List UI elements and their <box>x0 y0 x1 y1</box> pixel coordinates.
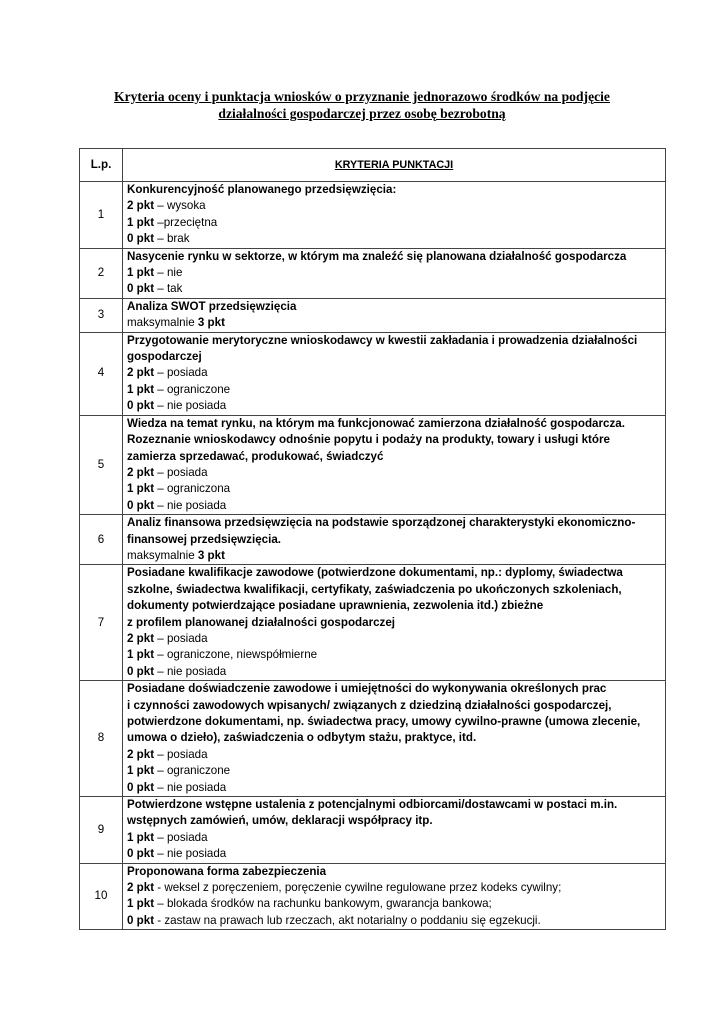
table-row <box>80 332 666 415</box>
criterion-cell <box>123 298 666 332</box>
score-description: – posiada <box>154 830 208 844</box>
score-option <box>127 281 662 297</box>
score-option <box>127 265 662 281</box>
score-points: 1 pkt <box>127 215 155 229</box>
criterion-title-line: Konkurencyjność planowanego przedsięwzięcia: <box>127 183 397 196</box>
score-points: 1 pkt <box>127 648 155 662</box>
criterion-title-line: finansowej przedsięwzięcia. <box>127 532 281 546</box>
score-description: – blokada środków na rachunku bankowym, gwarancja bankowa; <box>154 897 492 911</box>
table-row <box>80 863 666 930</box>
score-points: 2 pkt <box>127 881 155 895</box>
row-number: 9 <box>80 797 123 864</box>
criterion-cell <box>123 863 666 930</box>
score-description: – wysoka <box>154 199 206 213</box>
criterion-title-line: Rozeznanie wnioskodawcy odnośnie popytu i podaży na produkty, towary i usługi które <box>127 433 610 447</box>
page-title-line-1: Kryteria oceny i punktacja wniosków o przyznanie jednorazowo środków na podjęcie <box>114 89 610 104</box>
criterion-title-line: zamierza sprzedawać, produkować, świadczyć <box>127 449 384 463</box>
score-description: – nie posiada <box>154 847 227 861</box>
score-points: 1 pkt <box>127 897 155 911</box>
criterion-title-line: Przygotowanie merytoryczne wnioskodawcy w kwestii zakładania i prowadzenia działalności <box>127 333 638 347</box>
criterion-title-line: szkolne, świadectwa kwalifikacji, certyfikaty, zaświadczenia po ukończonych szkoleniach, <box>127 582 622 596</box>
criterion-cell <box>123 681 666 797</box>
criterion-cell <box>123 182 666 249</box>
criterion-title-line: i czynności zawodowych wpisanych/ związanych z dziedziną działalności gospodarczej, <box>127 698 612 712</box>
score-option <box>127 231 662 247</box>
score-option <box>127 763 662 779</box>
score-option <box>127 647 662 663</box>
score-option <box>127 465 662 481</box>
score-option <box>127 913 662 929</box>
score-description: – ograniczona <box>154 482 231 496</box>
score-description: – posiada <box>154 631 208 645</box>
score-points: 1 pkt <box>127 482 155 496</box>
score-option <box>127 398 662 414</box>
row-number: 7 <box>80 565 123 681</box>
score-option <box>127 365 662 381</box>
table-row <box>80 515 666 565</box>
score-points: 0 pkt <box>127 780 155 794</box>
row-number: 4 <box>80 332 123 415</box>
criterion-cell <box>123 415 666 514</box>
table-row <box>80 681 666 797</box>
criterion-title-line: Proponowana forma zabezpieczenia <box>127 864 327 878</box>
score-description: – brak <box>154 232 190 246</box>
score-description: – posiada <box>154 747 208 761</box>
criterion-cell <box>123 248 666 298</box>
table-row <box>80 298 666 332</box>
criterion-title-line: Wiedza na temat rynku, na którym ma funkcjonować zamierzona działalność gospodarcza. <box>127 416 625 430</box>
score-points: 2 pkt <box>127 199 155 213</box>
score-option <box>127 664 662 680</box>
score-points: 0 pkt <box>127 847 155 861</box>
table-row <box>80 415 666 514</box>
score-option <box>127 215 662 231</box>
table-row <box>80 182 666 249</box>
score-description: – tak <box>154 282 183 296</box>
score-prefix: maksymalnie <box>127 316 198 330</box>
score-points: 2 pkt <box>127 747 155 761</box>
score-points: 1 pkt <box>127 830 155 844</box>
score-description: - weksel z poręczeniem, poręczenie cywilne regulowane przez kodeks cywilny; <box>154 881 562 895</box>
table-row <box>80 797 666 864</box>
score-option <box>127 880 662 896</box>
criterion-title-line: Analiza SWOT przedsięwzięcia <box>127 299 297 313</box>
row-number: 8 <box>80 681 123 797</box>
score-points: 3 pkt <box>197 316 225 330</box>
criterion-title-line: gospodarczej <box>127 350 202 364</box>
score-points: 2 pkt <box>127 631 155 645</box>
row-number: 3 <box>80 298 123 332</box>
row-number: 2 <box>80 248 123 298</box>
score-description: – nie <box>154 266 183 280</box>
criterion-title-line: dokumenty potwierdzające posiadane uprawnienia, zezwolenia itd.) zbieżne <box>127 599 544 613</box>
score-option <box>127 780 662 796</box>
score-points: 0 pkt <box>127 913 155 927</box>
criterion-cell <box>123 332 666 415</box>
score-description: – ograniczone <box>154 764 231 778</box>
score-points: 1 pkt <box>127 382 155 396</box>
page-title <box>60 88 664 122</box>
score-option <box>127 747 662 763</box>
score-prefix: maksymalnie <box>127 548 198 562</box>
score-description: – ograniczone <box>154 382 231 396</box>
row-number: 1 <box>80 182 123 249</box>
score-description: – nie posiada <box>154 780 227 794</box>
score-points: 0 pkt <box>127 399 155 413</box>
page-title-line-2: działalności gospodarczej przez osobę bezrobotną <box>218 106 506 121</box>
score-description: – nie posiada <box>154 498 227 512</box>
score-points: 0 pkt <box>127 498 155 512</box>
criterion-cell <box>123 797 666 864</box>
criteria-body <box>80 182 666 930</box>
criterion-title-line: Nasycenie rynku w sektorze, w którym ma znaleźć się planowana działalność gospodarcza <box>127 249 627 263</box>
score-option <box>127 830 662 846</box>
score-option <box>127 631 662 647</box>
score-points: 0 pkt <box>127 282 155 296</box>
score-description: – posiada <box>154 366 208 380</box>
score-option <box>127 382 662 398</box>
criterion-title-line: Posiadane doświadczenie zawodowe i umiejętności do wykonywania określonych prac <box>127 682 607 696</box>
table-row <box>80 248 666 298</box>
criterion-cell <box>123 565 666 681</box>
table-header-row <box>80 149 666 182</box>
criterion-title-line: Posiadane kwalifikacje zawodowe (potwierdzone dokumentami, np.: dyplomy, świadectwa <box>127 566 623 580</box>
score-points: 0 pkt <box>127 232 155 246</box>
score-option <box>127 315 662 331</box>
score-description: – posiada <box>154 465 208 479</box>
score-points: 3 pkt <box>197 548 225 562</box>
criterion-title-line: z profilem planowanej działalności gospodarczej <box>127 615 395 629</box>
score-points: 2 pkt <box>127 465 155 479</box>
criteria-table <box>79 148 666 930</box>
row-number: 5 <box>80 415 123 514</box>
score-points: 2 pkt <box>127 366 155 380</box>
score-option <box>127 198 662 214</box>
score-points: 1 pkt <box>127 764 155 778</box>
score-option <box>127 548 662 564</box>
score-description: - zastaw na prawach lub rzeczach, akt notarialny o poddaniu się egzekucji. <box>154 913 541 927</box>
score-points: 0 pkt <box>127 664 155 678</box>
criterion-cell <box>123 515 666 565</box>
score-option <box>127 896 662 912</box>
score-description: –przeciętna <box>154 215 218 229</box>
table-row <box>80 565 666 681</box>
score-points: 1 pkt <box>127 266 155 280</box>
header-criteria: KRYTERIA PUNKTACJI <box>123 149 666 182</box>
criterion-title-line: wstępnych zamówień, umów, deklaracji współpracy itp. <box>127 814 433 828</box>
row-number: 10 <box>80 863 123 930</box>
score-option <box>127 481 662 497</box>
score-option <box>127 498 662 514</box>
row-number: 6 <box>80 515 123 565</box>
criterion-title-line: Analiz finansowa przedsięwzięcia na podstawie sporządzonej charakterystyki ekonomiczno- <box>127 516 636 530</box>
criterion-title-line: umowa o dzieło), zaświadczenia o odbytym stażu, praktyce, itd. <box>127 731 477 745</box>
score-description: – nie posiada <box>154 664 227 678</box>
score-description: – nie posiada <box>154 399 227 413</box>
score-description: – ograniczone, niewspółmierne <box>154 648 318 662</box>
criterion-title-line: potwierdzone dokumentami, np. świadectwa pracy, umowy cywilno-prawne (umowa zlecenie, <box>127 715 641 728</box>
score-option <box>127 846 662 862</box>
criterion-title-line: Potwierdzone wstępne ustalenia z potencjalnymi odbiorcami/dostawcami w postaci m.in. <box>127 798 618 812</box>
header-lp: L.p. <box>80 149 123 182</box>
